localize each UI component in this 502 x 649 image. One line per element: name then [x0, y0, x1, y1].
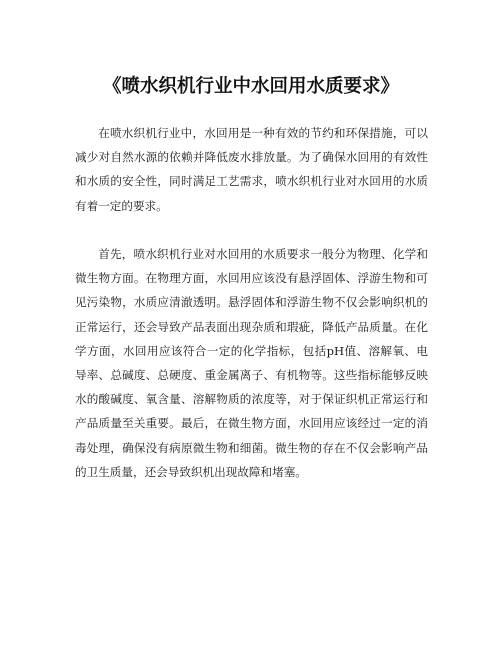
paragraph-requirements: 首先，喷水织机行业对水回用的水质要求一般分为物理、化学和微生物方面。在物理方面，水回用应该没有悬浮固体、浮游生物和可见污染物，水质应清澈透明。悬浮固体和浮游生物不仅会影响织机的正常运行，还会导致产品表面出现杂质和瑕疵，降低产品质量。在化学方面，水回用应该符合一定的化学指标，包括pH值、溶解氧、电导率、总碱度、总硬度、重金属离子、有机物等。这些指标能够反映水的酸碱度、氧含量、溶解物质的浓度等，对于保证织机正常运行和产品质量至关重要。最后，在微生物方面，水回用应该经过一定的消毒处理，确保没有病原微生物和细菌。微生物的存在不仅会影响产品的卫生质量，还会导致织机出现故障和堵塞。	[75, 247, 428, 479]
paragraph-intro: 在喷水织机行业中，水回用是一种有效的节约和环保措施，可以减少对自然水源的依赖并降低废水排放量。为了确保水回用的有效性和水质的安全性，同时满足工艺需求，喷水织机行业对水回用的水质有着一定的要求。	[75, 126, 428, 213]
document-title: 《喷水织机行业中水回用水质要求》	[102, 76, 399, 97]
